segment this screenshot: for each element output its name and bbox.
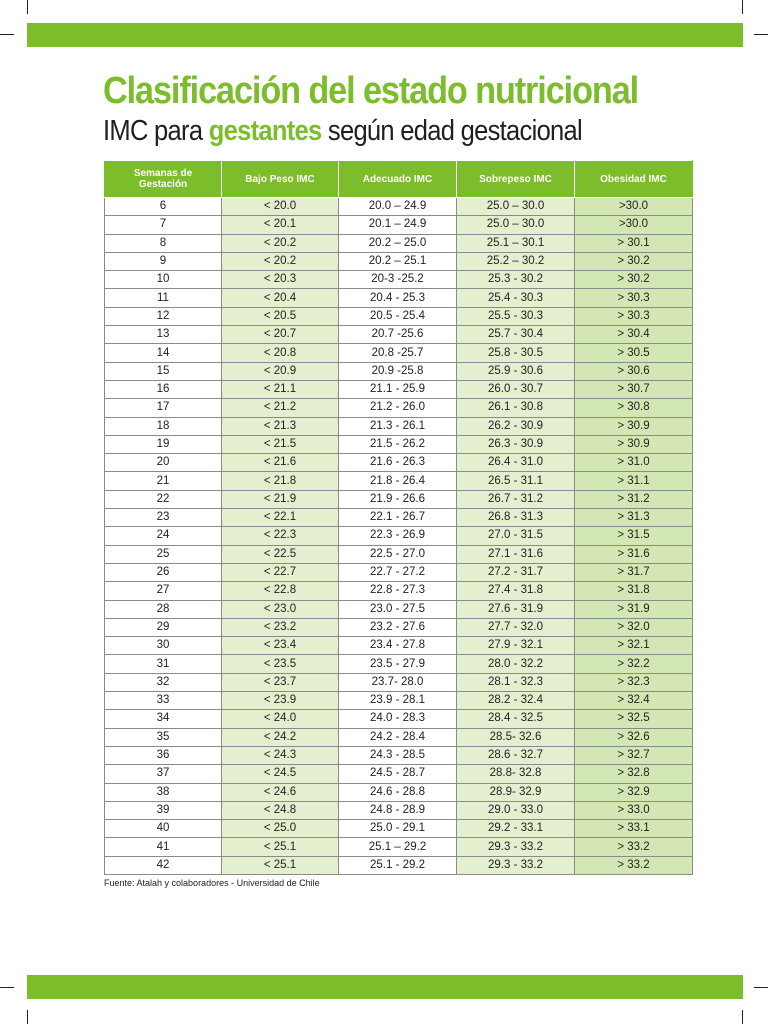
cell-weeks: 38 <box>105 783 222 801</box>
cell-underweight: < 25.1 <box>222 856 339 874</box>
cell-underweight: < 25.1 <box>222 838 339 856</box>
cell-weeks: 35 <box>105 728 222 746</box>
cell-obesity: > 33.1 <box>575 820 693 838</box>
cell-underweight: < 24.6 <box>222 783 339 801</box>
cell-weeks: 10 <box>105 271 222 289</box>
cell-adequate: 22.5 - 27.0 <box>339 545 457 563</box>
cell-weeks: 27 <box>105 582 222 600</box>
cell-weeks: 8 <box>105 234 222 252</box>
cell-underweight: < 22.3 <box>222 527 339 545</box>
cell-underweight: < 22.7 <box>222 563 339 581</box>
cell-adequate: 21.3 - 26.1 <box>339 417 457 435</box>
cell-overweight: 27.6 - 31.9 <box>457 600 575 618</box>
cell-weeks: 29 <box>105 618 222 636</box>
cell-obesity: > 30.3 <box>575 307 693 325</box>
cell-overweight: 28.1 - 32.3 <box>457 673 575 691</box>
cell-adequate: 20.0 – 24.9 <box>339 198 457 216</box>
cell-obesity: > 30.9 <box>575 435 693 453</box>
cell-overweight: 28.0 - 32.2 <box>457 655 575 673</box>
table-row <box>105 380 693 398</box>
header-overweight: Sobrepeso IMC <box>457 161 575 198</box>
cell-overweight: 27.7 - 32.0 <box>457 618 575 636</box>
cell-obesity: > 31.8 <box>575 582 693 600</box>
cell-weeks: 33 <box>105 692 222 710</box>
crop-mark-top-left <box>27 0 28 14</box>
cell-obesity: > 31.3 <box>575 509 693 527</box>
cell-underweight: < 20.3 <box>222 271 339 289</box>
top-green-band <box>27 23 743 47</box>
table-row <box>105 472 693 490</box>
cell-obesity: > 32.2 <box>575 655 693 673</box>
cell-underweight: < 24.2 <box>222 728 339 746</box>
table-row <box>105 417 693 435</box>
cell-overweight: 27.0 - 31.5 <box>457 527 575 545</box>
cell-obesity: > 31.0 <box>575 454 693 472</box>
cell-weeks: 41 <box>105 838 222 856</box>
cell-weeks: 30 <box>105 637 222 655</box>
cell-obesity: > 31.6 <box>575 545 693 563</box>
cell-underweight: < 22.1 <box>222 509 339 527</box>
cell-adequate: 20.7 -25.6 <box>339 326 457 344</box>
cell-overweight: 26.1 - 30.8 <box>457 399 575 417</box>
cell-underweight: < 21.9 <box>222 490 339 508</box>
table-row <box>105 271 693 289</box>
cell-obesity: > 32.3 <box>575 673 693 691</box>
cell-weeks: 18 <box>105 417 222 435</box>
cell-underweight: < 23.9 <box>222 692 339 710</box>
table-row <box>105 692 693 710</box>
cell-adequate: 21.5 - 26.2 <box>339 435 457 453</box>
cell-adequate: 22.8 - 27.3 <box>339 582 457 600</box>
cell-weeks: 16 <box>105 380 222 398</box>
crop-mark-bottom-right-h <box>754 987 768 988</box>
crop-mark-top-right-h <box>754 34 768 35</box>
cell-weeks: 39 <box>105 801 222 819</box>
cell-obesity: >30.0 <box>575 216 693 234</box>
cell-weeks: 42 <box>105 856 222 874</box>
table-row <box>105 746 693 764</box>
cell-adequate: 20-3 -25.2 <box>339 271 457 289</box>
bottom-green-band <box>27 975 743 999</box>
table-row <box>105 673 693 691</box>
table-row <box>105 618 693 636</box>
cell-overweight: 29.3 - 33.2 <box>457 838 575 856</box>
cell-underweight: < 24.8 <box>222 801 339 819</box>
cell-underweight: < 23.7 <box>222 673 339 691</box>
cell-weeks: 34 <box>105 710 222 728</box>
cell-obesity: > 32.8 <box>575 765 693 783</box>
cell-obesity: > 31.7 <box>575 563 693 581</box>
cell-overweight: 25.2 – 30.2 <box>457 252 575 270</box>
source-note: Fuente: Atalah y colaboradores - Universidad de Chile <box>104 878 320 888</box>
cell-underweight: < 20.4 <box>222 289 339 307</box>
table-row <box>105 545 693 563</box>
header-underweight: Bajo Peso IMC <box>222 161 339 198</box>
table-row <box>105 198 693 216</box>
cell-overweight: 28.8- 32.8 <box>457 765 575 783</box>
cell-weeks: 31 <box>105 655 222 673</box>
cell-weeks: 9 <box>105 252 222 270</box>
cell-adequate: 21.1 - 25.9 <box>339 380 457 398</box>
cell-adequate: 23.0 - 27.5 <box>339 600 457 618</box>
cell-obesity: > 32.7 <box>575 746 693 764</box>
cell-adequate: 22.7 - 27.2 <box>339 563 457 581</box>
cell-obesity: > 30.9 <box>575 417 693 435</box>
cell-weeks: 12 <box>105 307 222 325</box>
table-row <box>105 307 693 325</box>
cell-weeks: 36 <box>105 746 222 764</box>
cell-adequate: 23.5 - 27.9 <box>339 655 457 673</box>
table-row <box>105 399 693 417</box>
cell-adequate: 24.8 - 28.9 <box>339 801 457 819</box>
header-adequate: Adecuado IMC <box>339 161 457 198</box>
table-row <box>105 728 693 746</box>
cell-underweight: < 21.3 <box>222 417 339 435</box>
cell-weeks: 28 <box>105 600 222 618</box>
cell-adequate: 25.1 – 29.2 <box>339 838 457 856</box>
header-weeks: Semanas de Gestación <box>105 161 222 198</box>
cell-weeks: 11 <box>105 289 222 307</box>
cell-overweight: 29.3 - 33.2 <box>457 856 575 874</box>
bmi-classification-table <box>104 160 693 875</box>
cell-overweight: 29.0 - 33.0 <box>457 801 575 819</box>
cell-weeks: 6 <box>105 198 222 216</box>
cell-overweight: 25.1 – 30.1 <box>457 234 575 252</box>
cell-obesity: > 30.2 <box>575 252 693 270</box>
cell-weeks: 24 <box>105 527 222 545</box>
cell-overweight: 27.4 - 31.8 <box>457 582 575 600</box>
cell-adequate: 24.5 - 28.7 <box>339 765 457 783</box>
cell-weeks: 20 <box>105 454 222 472</box>
table-row <box>105 820 693 838</box>
cell-obesity: > 30.8 <box>575 399 693 417</box>
cell-overweight: 25.4 - 30.3 <box>457 289 575 307</box>
cell-obesity: > 30.4 <box>575 326 693 344</box>
cell-underweight: < 21.8 <box>222 472 339 490</box>
table-row <box>105 435 693 453</box>
cell-underweight: < 22.5 <box>222 545 339 563</box>
crop-mark-bottom-left-h <box>0 987 14 988</box>
cell-overweight: 27.1 - 31.6 <box>457 545 575 563</box>
cell-weeks: 14 <box>105 344 222 362</box>
cell-adequate: 24.0 - 28.3 <box>339 710 457 728</box>
cell-adequate: 21.8 - 26.4 <box>339 472 457 490</box>
cell-overweight: 25.0 – 30.0 <box>457 198 575 216</box>
cell-overweight: 26.2 - 30.9 <box>457 417 575 435</box>
cell-obesity: > 31.5 <box>575 527 693 545</box>
cell-overweight: 25.0 – 30.0 <box>457 216 575 234</box>
cell-overweight: 26.8 - 31.3 <box>457 509 575 527</box>
cell-overweight: 28.9- 32.9 <box>457 783 575 801</box>
cell-underweight: < 21.2 <box>222 399 339 417</box>
cell-weeks: 7 <box>105 216 222 234</box>
cell-adequate: 25.1 - 29.2 <box>339 856 457 874</box>
cell-obesity: > 33.2 <box>575 856 693 874</box>
cell-overweight: 25.3 - 30.2 <box>457 271 575 289</box>
cell-weeks: 37 <box>105 765 222 783</box>
crop-mark-bottom-right <box>742 1010 743 1024</box>
table-row <box>105 801 693 819</box>
cell-overweight: 25.8 - 30.5 <box>457 344 575 362</box>
cell-underweight: < 20.9 <box>222 362 339 380</box>
cell-underweight: < 24.0 <box>222 710 339 728</box>
cell-underweight: < 24.5 <box>222 765 339 783</box>
table-row <box>105 252 693 270</box>
cell-weeks: 25 <box>105 545 222 563</box>
table-row <box>105 454 693 472</box>
table-row <box>105 582 693 600</box>
cell-overweight: 28.2 - 32.4 <box>457 692 575 710</box>
cell-obesity: >30.0 <box>575 198 693 216</box>
cell-underweight: < 20.0 <box>222 198 339 216</box>
cell-obesity: > 30.3 <box>575 289 693 307</box>
cell-adequate: 22.3 - 26.9 <box>339 527 457 545</box>
table-row <box>105 838 693 856</box>
cell-weeks: 22 <box>105 490 222 508</box>
cell-overweight: 26.3 - 30.9 <box>457 435 575 453</box>
cell-underweight: < 22.8 <box>222 582 339 600</box>
page-subtitle <box>103 115 582 148</box>
cell-adequate: 20.8 -25.7 <box>339 344 457 362</box>
cell-underweight: < 20.8 <box>222 344 339 362</box>
cell-adequate: 20.2 – 25.1 <box>339 252 457 270</box>
cell-obesity: > 30.1 <box>575 234 693 252</box>
cell-adequate: 24.3 - 28.5 <box>339 746 457 764</box>
cell-adequate: 20.5 - 25.4 <box>339 307 457 325</box>
cell-overweight: 26.0 - 30.7 <box>457 380 575 398</box>
cell-overweight: 25.7 - 30.4 <box>457 326 575 344</box>
cell-obesity: > 30.6 <box>575 362 693 380</box>
table-row <box>105 289 693 307</box>
table-row <box>105 326 693 344</box>
cell-obesity: > 31.1 <box>575 472 693 490</box>
cell-underweight: < 20.1 <box>222 216 339 234</box>
table-row <box>105 637 693 655</box>
cell-adequate: 21.6 - 26.3 <box>339 454 457 472</box>
cell-adequate: 20.2 – 25.0 <box>339 234 457 252</box>
cell-adequate: 21.9 - 26.6 <box>339 490 457 508</box>
cell-adequate: 23.4 - 27.8 <box>339 637 457 655</box>
crop-mark-top-right <box>742 0 743 14</box>
cell-overweight: 28.6 - 32.7 <box>457 746 575 764</box>
cell-adequate: 22.1 - 26.7 <box>339 509 457 527</box>
cell-adequate: 24.6 - 28.8 <box>339 783 457 801</box>
cell-adequate: 25.0 - 29.1 <box>339 820 457 838</box>
cell-adequate: 20.4 - 25.3 <box>339 289 457 307</box>
cell-underweight: < 20.7 <box>222 326 339 344</box>
crop-mark-bottom-left <box>27 1010 28 1024</box>
cell-weeks: 15 <box>105 362 222 380</box>
cell-adequate: 24.2 - 28.4 <box>339 728 457 746</box>
cell-overweight: 27.2 - 31.7 <box>457 563 575 581</box>
cell-adequate: 23.2 - 27.6 <box>339 618 457 636</box>
cell-adequate: 21.2 - 26.0 <box>339 399 457 417</box>
cell-underweight: < 21.1 <box>222 380 339 398</box>
cell-underweight: < 20.2 <box>222 252 339 270</box>
header-row <box>105 161 693 198</box>
cell-overweight: 25.9 - 30.6 <box>457 362 575 380</box>
cell-underweight: < 20.5 <box>222 307 339 325</box>
cell-weeks: 26 <box>105 563 222 581</box>
table-row <box>105 856 693 874</box>
cell-underweight: < 23.0 <box>222 600 339 618</box>
cell-overweight: 28.5- 32.6 <box>457 728 575 746</box>
cell-obesity: > 31.2 <box>575 490 693 508</box>
cell-weeks: 32 <box>105 673 222 691</box>
cell-weeks: 40 <box>105 820 222 838</box>
cell-obesity: > 30.2 <box>575 271 693 289</box>
table-row <box>105 344 693 362</box>
table-row <box>105 234 693 252</box>
table-row <box>105 563 693 581</box>
cell-obesity: > 32.5 <box>575 710 693 728</box>
header-obesity: Obesidad IMC <box>575 161 693 198</box>
table-header <box>105 161 693 198</box>
cell-obesity: > 31.9 <box>575 600 693 618</box>
cell-underweight: < 23.5 <box>222 655 339 673</box>
cell-obesity: > 32.4 <box>575 692 693 710</box>
crop-mark-top-left-h <box>0 34 14 35</box>
table-row <box>105 765 693 783</box>
table-row <box>105 490 693 508</box>
cell-obesity: > 32.1 <box>575 637 693 655</box>
table-row <box>105 362 693 380</box>
cell-overweight: 25.5 - 30.3 <box>457 307 575 325</box>
table-row <box>105 655 693 673</box>
cell-overweight: 28.4 - 32.5 <box>457 710 575 728</box>
cell-adequate: 20.1 – 24.9 <box>339 216 457 234</box>
cell-underweight: < 23.4 <box>222 637 339 655</box>
cell-underweight: < 20.2 <box>222 234 339 252</box>
table-row <box>105 216 693 234</box>
table-row <box>105 783 693 801</box>
cell-overweight: 27.9 - 32.1 <box>457 637 575 655</box>
cell-adequate: 20.9 -25.8 <box>339 362 457 380</box>
cell-obesity: > 32.9 <box>575 783 693 801</box>
cell-weeks: 19 <box>105 435 222 453</box>
cell-adequate: 23.9 - 28.1 <box>339 692 457 710</box>
cell-obesity: > 30.5 <box>575 344 693 362</box>
cell-underweight: < 25.0 <box>222 820 339 838</box>
table-row <box>105 527 693 545</box>
table-body <box>105 198 693 875</box>
subtitle-highlight: gestantes <box>208 115 322 147</box>
table-row <box>105 710 693 728</box>
cell-overweight: 26.5 - 31.1 <box>457 472 575 490</box>
cell-overweight: 29.2 - 33.1 <box>457 820 575 838</box>
cell-overweight: 26.7 - 31.2 <box>457 490 575 508</box>
subtitle-part1: IMC para <box>103 115 209 147</box>
table-row <box>105 600 693 618</box>
cell-weeks: 21 <box>105 472 222 490</box>
cell-weeks: 17 <box>105 399 222 417</box>
cell-overweight: 26.4 - 31.0 <box>457 454 575 472</box>
cell-adequate: 23.7- 28.0 <box>339 673 457 691</box>
cell-obesity: > 33.0 <box>575 801 693 819</box>
cell-obesity: > 32.0 <box>575 618 693 636</box>
table-row <box>105 509 693 527</box>
subtitle-part2: según edad gestacional <box>321 115 583 147</box>
cell-obesity: > 33.2 <box>575 838 693 856</box>
cell-obesity: > 30.7 <box>575 380 693 398</box>
cell-weeks: 13 <box>105 326 222 344</box>
cell-underweight: < 21.5 <box>222 435 339 453</box>
cell-underweight: < 21.6 <box>222 454 339 472</box>
cell-underweight: < 24.3 <box>222 746 339 764</box>
cell-underweight: < 23.2 <box>222 618 339 636</box>
page-title: Clasificación del estado nutricional <box>103 70 639 112</box>
cell-weeks: 23 <box>105 509 222 527</box>
cell-obesity: > 32.6 <box>575 728 693 746</box>
